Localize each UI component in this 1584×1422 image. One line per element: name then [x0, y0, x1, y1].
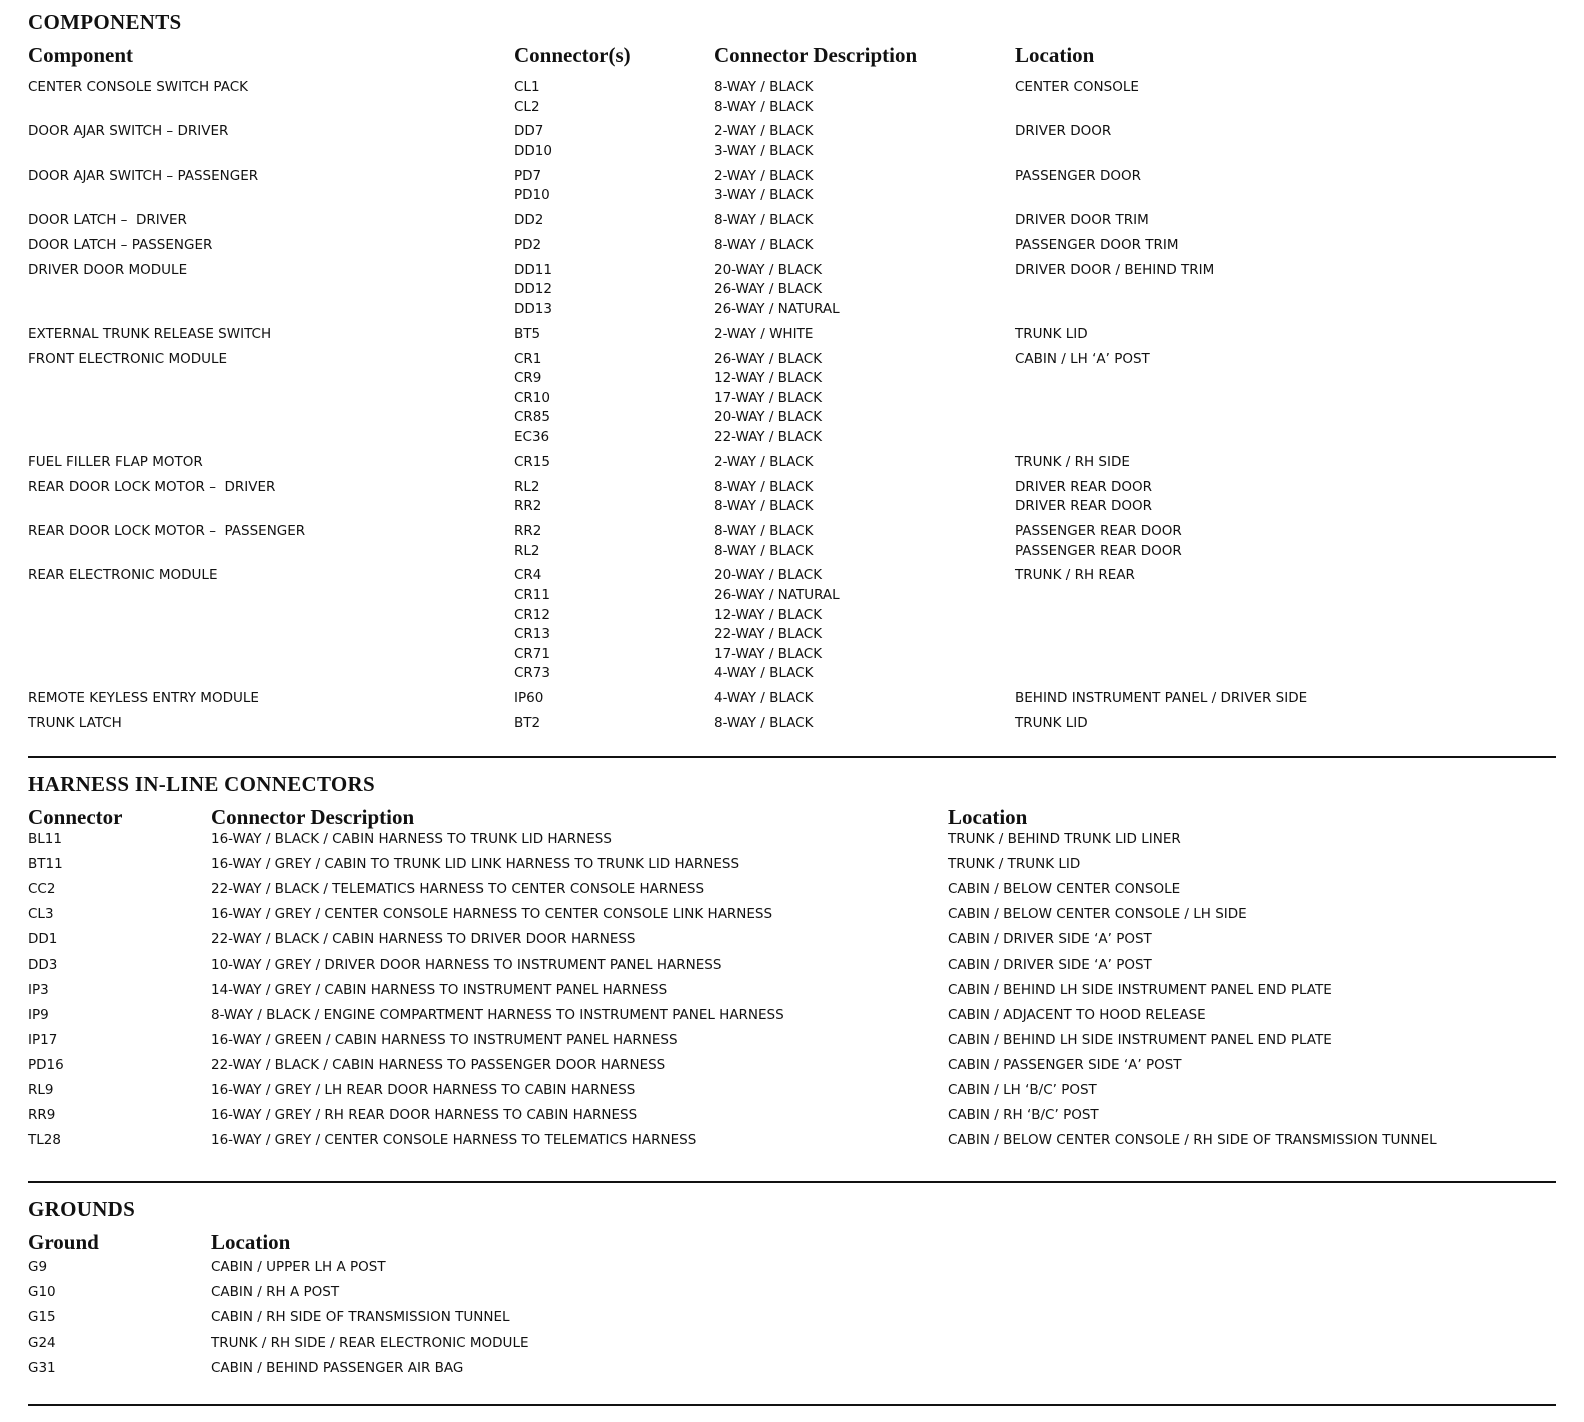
harness-description: 16-WAY / GREY / CENTER CONSOLE HARNESS TO CENTER CONSOLE LINK HARNESS — [211, 906, 773, 923]
connector-id: PD2 — [514, 237, 542, 253]
connector-id: CR12 — [514, 606, 550, 623]
component-location: PASSENGER DOOR — [1015, 167, 1141, 184]
grounds-header-ground: Ground — [28, 1230, 99, 1254]
connector-description: 12-WAY / BLACK — [714, 606, 823, 623]
component-name: FUEL FILLER FLAP MOTOR — [28, 453, 203, 470]
harness-connector: RL9 — [28, 1082, 54, 1098]
connector-id: BT5 — [514, 325, 541, 342]
ground-id: G24 — [28, 1334, 56, 1351]
component-name: EXTERNAL TRUNK RELEASE SWITCH — [28, 325, 272, 342]
ground-location: TRUNK / RH SIDE / REAR ELECTRONIC MODULE — [211, 1334, 529, 1351]
harness-location: CABIN / PASSENGER SIDE ‘A’ POST — [948, 1056, 1182, 1073]
harness-description: 16-WAY / GREY / CENTER CONSOLE HARNESS TO TELEMATICS HARNESS — [211, 1132, 697, 1149]
component-name: DOOR LATCH – PASSENGER — [28, 237, 213, 253]
harness-connector: PD16 — [28, 1056, 64, 1073]
harness-description: 16-WAY / GREY / CABIN TO TRUNK LID LINK HARNESS TO TRUNK LID HARNESS — [211, 856, 740, 873]
connector-id: IP60 — [514, 690, 544, 707]
connector-id: RR2 — [514, 523, 542, 539]
connector-description: 8-WAY / BLACK — [714, 478, 814, 495]
component-name: TRUNK LATCH — [28, 715, 122, 731]
harness-location: CABIN / BELOW CENTER CONSOLE — [948, 881, 1181, 898]
harness-connector: BL11 — [28, 831, 62, 847]
connector-id: CR85 — [514, 409, 550, 426]
harness-location: TRUNK / BEHIND TRUNK LID LINER — [948, 831, 1181, 847]
connector-description: 2-WAY / WHITE — [714, 325, 814, 342]
component-location: TRUNK / RH REAR — [1015, 567, 1135, 584]
component-name: REAR DOOR LOCK MOTOR – PASSENGER — [28, 523, 306, 539]
harness-header-description: Connector Description — [211, 805, 415, 829]
harness-location: CABIN / BEHIND LH SIDE INSTRUMENT PANEL END PLATE — [948, 981, 1332, 998]
harness-location: CABIN / ADJACENT TO HOOD RELEASE — [948, 1006, 1206, 1023]
connector-description: 8-WAY / BLACK — [714, 715, 814, 731]
harness-connector: BT11 — [28, 856, 63, 873]
ground-location: CABIN / RH A POST — [211, 1284, 340, 1301]
connector-id: PD7 — [514, 167, 542, 184]
component-location: TRUNK / RH SIDE — [1015, 453, 1130, 470]
component-name: DOOR LATCH – DRIVER — [28, 212, 187, 229]
connector-id: CR9 — [514, 370, 542, 387]
connector-id: EC36 — [514, 429, 550, 445]
harness-connector: IP17 — [28, 1031, 58, 1048]
component-location: PASSENGER DOOR TRIM — [1015, 237, 1179, 253]
connector-id: CR4 — [514, 567, 542, 584]
connector-description: 8-WAY / BLACK — [714, 79, 814, 95]
harness-description: 16-WAY / GREY / LH REAR DOOR HARNESS TO CABIN HARNESS — [211, 1082, 636, 1098]
connector-description: 17-WAY / BLACK — [714, 389, 823, 406]
harness-location: CABIN / DRIVER SIDE ‘A’ POST — [948, 931, 1152, 948]
connector-description: 8-WAY / BLACK — [714, 523, 814, 539]
ground-location: CABIN / BEHIND PASSENGER AIR BAG — [211, 1359, 464, 1376]
grounds-header-location: Location — [211, 1230, 291, 1254]
connector-description: 8-WAY / BLACK — [714, 237, 814, 253]
connector-description: 20-WAY / BLACK — [714, 567, 823, 584]
connector-description: 2-WAY / BLACK — [714, 123, 814, 140]
components-header-component: Component — [28, 43, 134, 67]
component-name: DRIVER DOOR MODULE — [28, 261, 188, 278]
connector-id: RL2 — [514, 542, 540, 559]
connector-id: CL2 — [514, 98, 540, 115]
grounds-title: GROUNDS — [28, 1197, 136, 1221]
ground-id: G9 — [28, 1259, 48, 1275]
component-location: DRIVER REAR DOOR — [1015, 498, 1153, 515]
harness-description: 22-WAY / BLACK / TELEMATICS HARNESS TO CENTER CONSOLE HARNESS — [211, 881, 705, 898]
harness-description: 14-WAY / GREY / CABIN HARNESS TO INSTRUMENT PANEL HARNESS — [211, 981, 668, 998]
harness-description: 16-WAY / GREY / RH REAR DOOR HARNESS TO CABIN HARNESS — [211, 1107, 638, 1124]
harness-description: 16-WAY / GREEN / CABIN HARNESS TO INSTRUMENT PANEL HARNESS — [211, 1031, 678, 1048]
harness-description: 22-WAY / BLACK / CABIN HARNESS TO DRIVER DOOR HARNESS — [211, 931, 636, 948]
connector-id: DD2 — [514, 212, 544, 229]
connector-description: 8-WAY / BLACK — [714, 212, 814, 229]
harness-location: CABIN / RH ‘B/C’ POST — [948, 1107, 1099, 1124]
component-name: DOOR AJAR SWITCH – PASSENGER — [28, 167, 259, 184]
connector-id: DD13 — [514, 301, 552, 317]
ground-id: G31 — [28, 1359, 56, 1376]
connector-id: BT2 — [514, 715, 541, 731]
connector-id: CR15 — [514, 453, 550, 470]
section-divider — [28, 1404, 1556, 1406]
harness-connector: CL3 — [28, 906, 54, 923]
connector-id: PD10 — [514, 187, 550, 204]
connector-description: 2-WAY / BLACK — [714, 167, 814, 184]
harness-connector: IP9 — [28, 1006, 49, 1023]
component-location: CENTER CONSOLE — [1015, 79, 1139, 95]
connector-description: 3-WAY / BLACK — [714, 143, 814, 159]
component-location: BEHIND INSTRUMENT PANEL / DRIVER SIDE — [1015, 690, 1308, 707]
component-location: PASSENGER REAR DOOR — [1015, 523, 1182, 539]
connector-id: CR73 — [514, 665, 550, 682]
harness-title: HARNESS IN-LINE CONNECTORS — [28, 772, 375, 796]
components-title: COMPONENTS — [28, 10, 182, 34]
harness-header-connector: Connector — [28, 805, 123, 829]
component-location: TRUNK LID — [1015, 715, 1088, 731]
harness-description: 8-WAY / BLACK / ENGINE COMPARTMENT HARNESS TO INSTRUMENT PANEL HARNESS — [211, 1006, 784, 1023]
harness-connector: RR9 — [28, 1107, 56, 1124]
components-header-location: Location — [1015, 43, 1095, 67]
ground-id: G10 — [28, 1284, 56, 1301]
harness-location: CABIN / BELOW CENTER CONSOLE / LH SIDE — [948, 906, 1247, 923]
harness-description: 10-WAY / GREY / DRIVER DOOR HARNESS TO INSTRUMENT PANEL HARNESS — [211, 956, 722, 973]
connector-description: 20-WAY / BLACK — [714, 409, 823, 426]
connector-description: 26-WAY / BLACK — [714, 281, 823, 298]
harness-description: 16-WAY / BLACK / CABIN HARNESS TO TRUNK LID HARNESS — [211, 831, 612, 847]
ground-location: CABIN / UPPER LH A POST — [211, 1259, 386, 1275]
connector-description: 22-WAY / BLACK — [714, 429, 823, 445]
harness-location: CABIN / BELOW CENTER CONSOLE / RH SIDE OF TRANSMISSION TUNNEL — [948, 1132, 1437, 1149]
harness-connector: TL28 — [28, 1132, 61, 1149]
connector-description: 22-WAY / BLACK — [714, 626, 823, 643]
connector-description: 17-WAY / BLACK — [714, 645, 823, 662]
connector-description: 8-WAY / BLACK — [714, 498, 814, 515]
component-location: DRIVER DOOR — [1015, 123, 1112, 140]
connector-id: CR11 — [514, 587, 550, 603]
component-name: FRONT ELECTRONIC MODULE — [28, 350, 228, 367]
ground-id: G15 — [28, 1309, 56, 1326]
connector-description: 26-WAY / NATURAL — [714, 587, 840, 603]
connector-description: 4-WAY / BLACK — [714, 665, 814, 682]
component-name: REAR DOOR LOCK MOTOR – DRIVER — [28, 478, 276, 495]
harness-connector: DD1 — [28, 931, 58, 948]
connector-description: 4-WAY / BLACK — [714, 690, 814, 707]
harness-header-location: Location — [948, 805, 1028, 829]
connector-id: CR10 — [514, 389, 550, 406]
component-location: DRIVER REAR DOOR — [1015, 478, 1153, 495]
components-header-connectors: Connector(s) — [514, 43, 631, 67]
component-location: DRIVER DOOR / BEHIND TRIM — [1015, 261, 1215, 278]
connector-id: CL1 — [514, 79, 540, 95]
connector-id: CR71 — [514, 645, 550, 662]
component-name: REMOTE KEYLESS ENTRY MODULE — [28, 690, 259, 707]
connector-id: CR1 — [514, 350, 542, 367]
connector-id: DD11 — [514, 261, 552, 278]
harness-location: CABIN / LH ‘B/C’ POST — [948, 1082, 1097, 1098]
connector-description: 26-WAY / BLACK — [714, 350, 823, 367]
connector-description: 8-WAY / BLACK — [714, 98, 814, 115]
harness-location: TRUNK / TRUNK LID — [948, 856, 1081, 873]
connector-id: DD10 — [514, 143, 552, 159]
section-divider — [28, 1181, 1556, 1183]
harness-connector: CC2 — [28, 881, 56, 898]
connector-id: RL2 — [514, 478, 540, 495]
component-location: DRIVER DOOR TRIM — [1015, 212, 1149, 229]
connector-description: 2-WAY / BLACK — [714, 453, 814, 470]
harness-description: 22-WAY / BLACK / CABIN HARNESS TO PASSENGER DOOR HARNESS — [211, 1056, 666, 1073]
components-header-description: Connector Description — [714, 43, 918, 67]
harness-location: CABIN / BEHIND LH SIDE INSTRUMENT PANEL END PLATE — [948, 1031, 1332, 1048]
connector-id: RR2 — [514, 498, 542, 515]
section-divider — [28, 756, 1556, 758]
component-location: TRUNK LID — [1015, 325, 1088, 342]
component-location: PASSENGER REAR DOOR — [1015, 542, 1182, 559]
component-location: CABIN / LH ‘A’ POST — [1015, 350, 1150, 367]
component-name: REAR ELECTRONIC MODULE — [28, 567, 218, 584]
connector-id: CR13 — [514, 626, 550, 643]
harness-connector: DD3 — [28, 956, 58, 973]
harness-connector: IP3 — [28, 981, 49, 998]
connector-description: 20-WAY / BLACK — [714, 261, 823, 278]
component-name: DOOR AJAR SWITCH – DRIVER — [28, 123, 229, 140]
ground-location: CABIN / RH SIDE OF TRANSMISSION TUNNEL — [211, 1309, 510, 1326]
connector-description: 26-WAY / NATURAL — [714, 301, 840, 317]
connector-id: DD7 — [514, 123, 544, 140]
connector-description: 12-WAY / BLACK — [714, 370, 823, 387]
connector-description: 3-WAY / BLACK — [714, 187, 814, 204]
connector-id: DD12 — [514, 281, 552, 298]
harness-location: CABIN / DRIVER SIDE ‘A’ POST — [948, 956, 1152, 973]
connector-description: 8-WAY / BLACK — [714, 542, 814, 559]
component-name: CENTER CONSOLE SWITCH PACK — [28, 79, 248, 95]
